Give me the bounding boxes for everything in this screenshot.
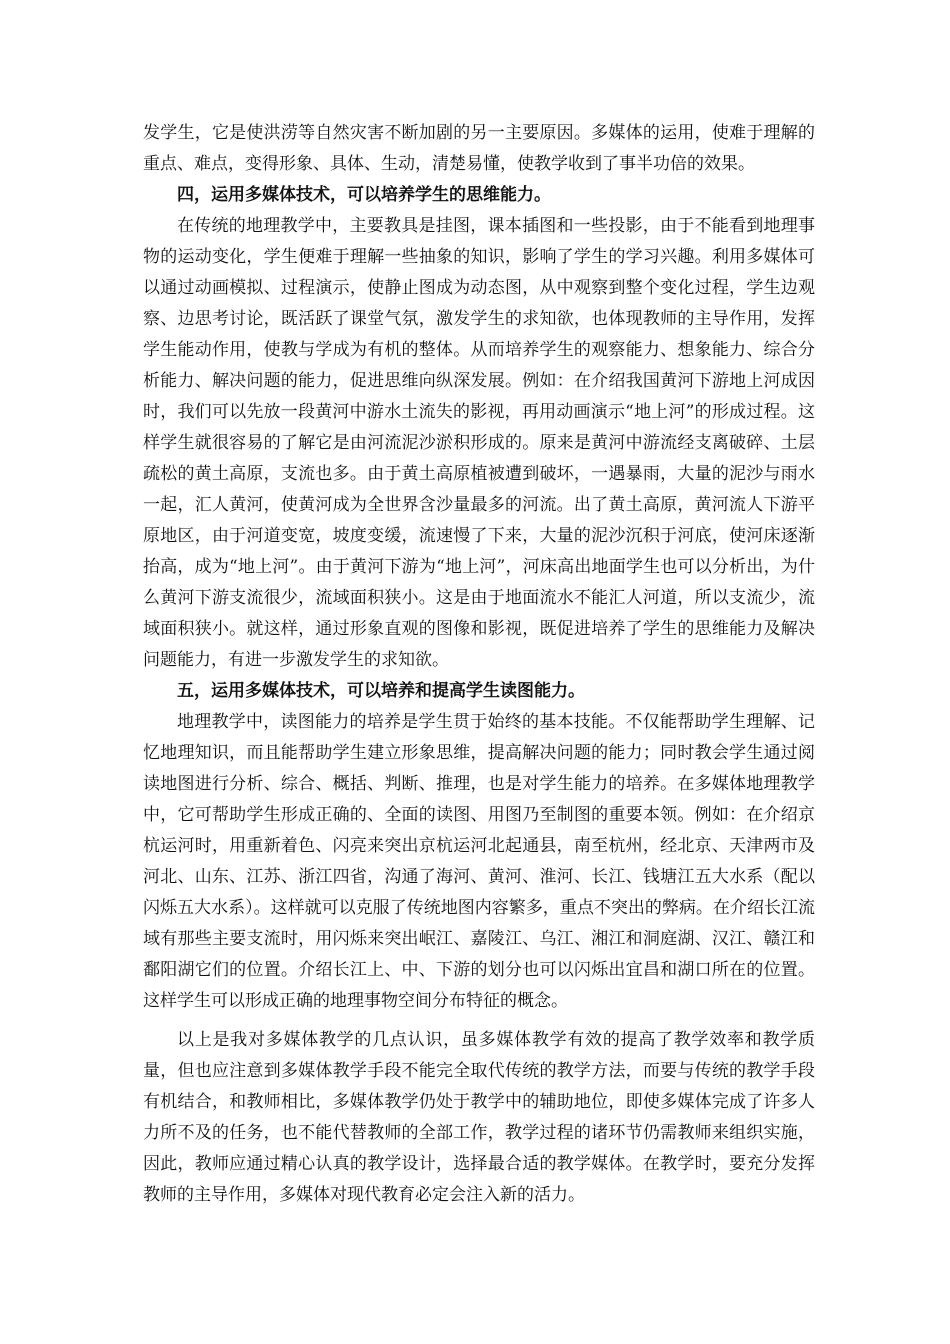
section-heading-5: 五，运用多媒体技术，可以培养和提高学生读图能力。 — [177, 681, 585, 701]
paragraph-conclusion: 以上是我对多媒体教学的几点认识，虽多媒体教学有效的提高了教学效率和教学质量，但也应注意到多媒体教学手段不能完全取代传统的教学方法，而要与传统的教学手段有机结合，和教师相比，多媒体教学仍处于教学中的辅助地位，即使多媒体完成了许多人力所不及的任务，也不能代替教师的全部工作，教学过程的诸环节仍需教师来组织实施，因此，教师应通过精心认真的教学设计，选择最合适的教学媒体。在教学时，要充分发挥教师的主导作用，多媒体对现代教育必定会注入新的活力。 — [143, 1030, 815, 1205]
document-page — [143, 118, 815, 1211]
paragraph-thinking-ability: 在传统的地理教学中，主要教具是挂图，课本插图和一些投影，由于不能看到地理事物的运动变化，学生便难于理解一些抽象的知识，影响了学生的学习兴趣。利用多媒体可以通过动画模拟、过程演示，使静止图成为动态图，从中观察到整个变化过程，学生边观察、边思考讨论，既活跃了课堂气氛，激发学生的求知欲，也体现教师的主导作用，发挥学生能动作用，使教与学成为有机的整体。从而培养学生的观察能力、想象能力、综合分析能力、解决问题的能力，促进思维向纵深发展。例如：在介绍我国黄河下游地上河成因时，我们可以先放一段黄河中游水土流失的影视，再用动画演示“地上河”的形成过程。这样学生就很容易的了解它是由河流泥沙淤积形成的。原来是黄河中游流经支离破碎、土层疏松的黄土高原，支流也多。由于黄土高原植被遭到破坏，一遇暴雨，大量的泥沙与雨水一起，汇人黄河，使黄河成为全世界含沙量最多的河流。出了黄土高原，黄河流人下游平原地区，由于河道变宽，坡度变缓，流速慢了下来，大量的泥沙沉积于河底，使河床逐渐抬高，成为“地上河”。由于黄河下游为“地上河”，河床高出地面学生也可以分析出，为什么黄河下游支流很少，流域面积狭小。这是由于地面流水不能汇人河道，所以支流少，流域面积狭小。就这样，通过形象直观的图像和影视，既促进培养了学生的思维能力及解决问题能力，有进一步激发学生的求知欲。 — [143, 216, 815, 670]
paragraph-map-reading: 地理教学中，读图能力的培养是学生贯于始终的基本技能。不仅能帮助学生理解、记忆地理知识，而且能帮助学生建立形象思维，提高解决问题的能力；同时教会学生通过阅读地图进行分析、综合、概括、判断、推理，也是对学生能力的培养。在多媒体地理教学中，它可帮助学生形成正确的、全面的读图、用图乃至制图的重要本领。例如：在介绍京杭运河时，用重新着色、闪亮来突出京杭运河北起通县，南至杭州，经北京、天津两市及河北、山东、江苏、浙江四省，沟通了海河、黄河、淮河、长江、钱塘江五大水系（配以闪烁五大水系）。这样就可以克服了传统地图内容繁多，重点不突出的弊病。在介绍长江流域有那些主要支流时，用闪烁来突出岷江、嘉陵江、乌江、湘江和洞庭湖、汉江、赣江和鄱阳湖它们的位置。介绍长江上、中、下游的划分也可以闪烁出宜昌和湖口所在的位置。这样学生可以形成正确的地理事物空间分布特征的概念。 — [143, 712, 815, 1011]
section-heading-4: 四，运用多媒体技术，可以培养学生的思维能力。 — [177, 185, 551, 205]
paragraph-continued: 发学生，它是使洪涝等自然灾害不断加剧的另一主要原因。多媒体的运用，使难于理解的重点、难点，变得形象、具体、生动，清楚易懂，使教学收到了事半功倍的效果。 — [143, 123, 815, 174]
